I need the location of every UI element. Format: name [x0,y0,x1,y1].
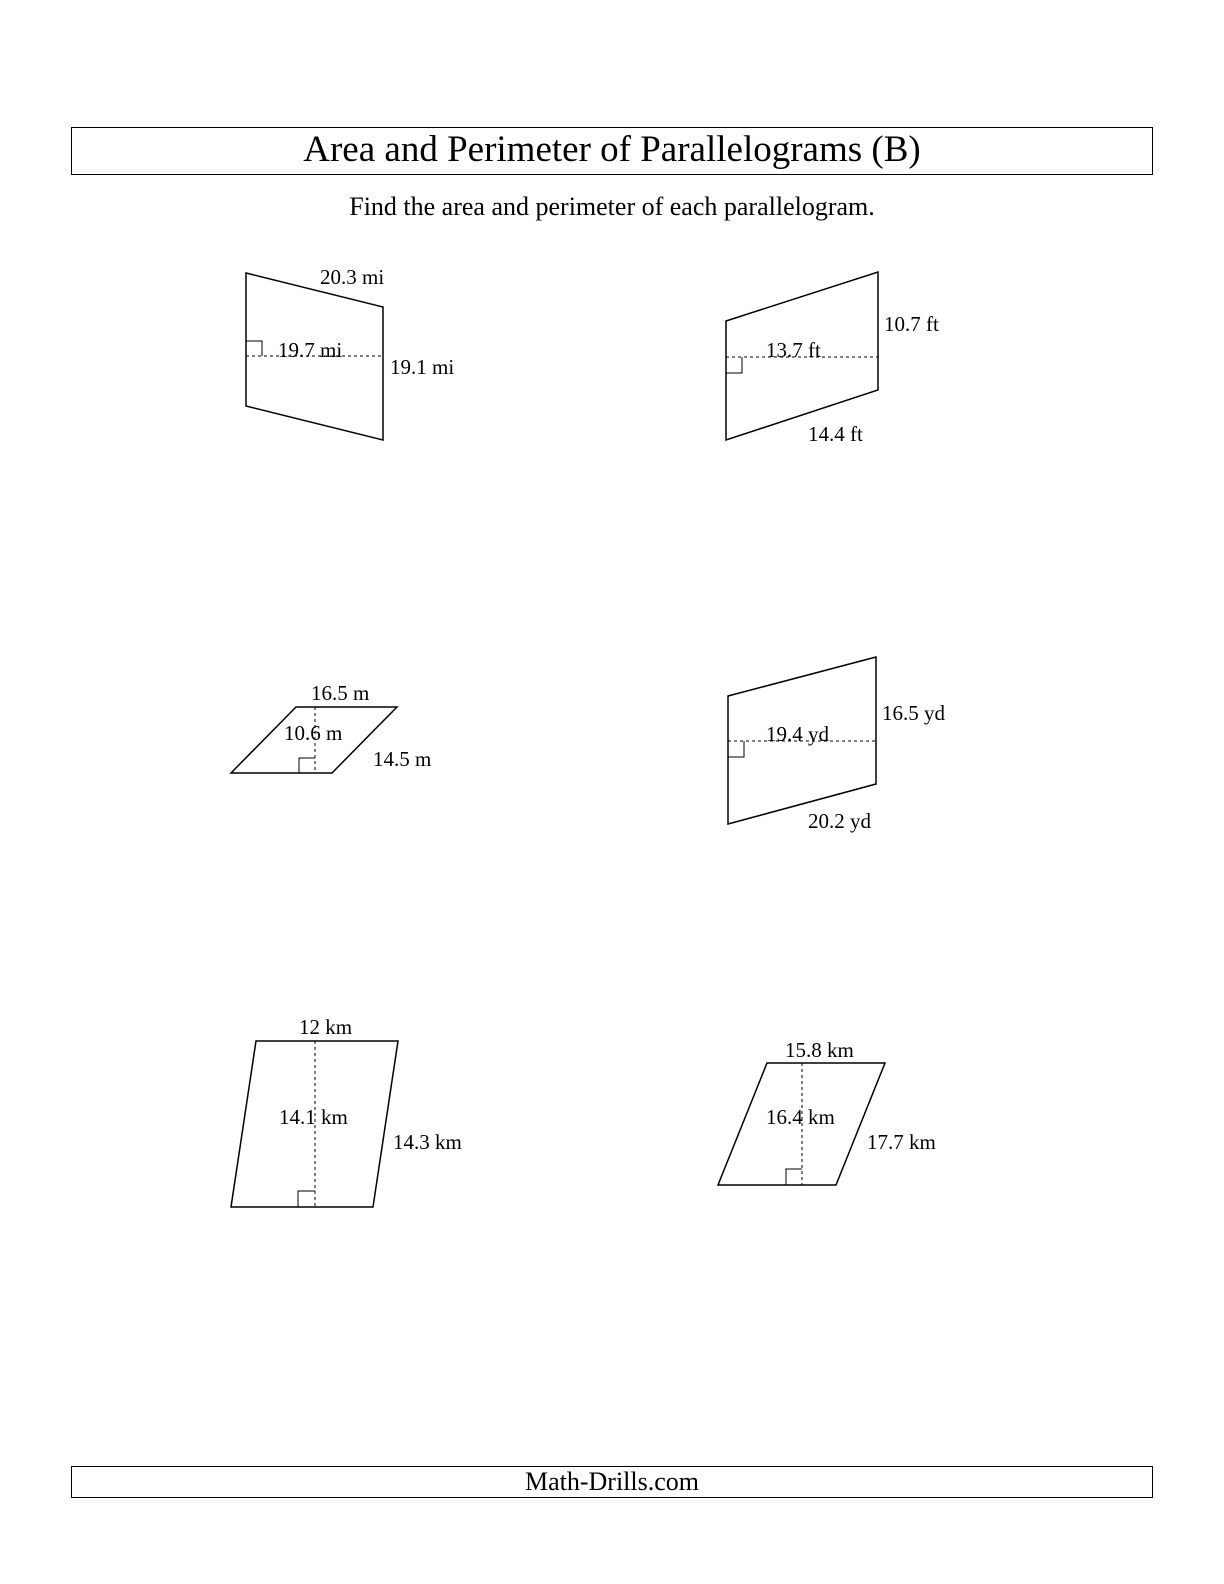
parallelogram-6-right-angle-marker [786,1169,802,1185]
parallelogram-4-height-label: 19.4 yd [766,722,829,746]
parallelogram-4-right-angle-marker [728,741,744,757]
parallelogram-2-height-label: 13.7 ft [766,338,821,362]
parallelogram-1 [246,265,454,440]
parallelogram-6-height-label: 16.4 km [766,1105,835,1129]
parallelogram-3-height-label: 10.6 m [284,721,343,745]
parallelogram-1-height-label: 19.7 mi [278,338,343,362]
parallelogram-6-side-label: 17.7 km [867,1130,936,1154]
parallelogram-4-side-label: 16.5 yd [882,701,945,725]
parallelogram-4 [728,657,946,833]
instructions-text: Find the area and perimeter of each parallelogram. [349,192,875,221]
parallelogram-5-side-label: 14.3 km [393,1130,462,1154]
parallelogram-6 [718,1038,936,1185]
parallelogram-3 [231,681,431,773]
parallelogram-3-side-label: 14.5 m [373,747,432,771]
parallelogram-3-base-label: 16.5 m [311,681,370,705]
parallelogram-2-right-angle-marker [726,357,742,373]
parallelogram-5-base-label: 12 km [299,1015,353,1039]
parallelogram-3-right-angle-marker [299,758,315,773]
parallelogram-5-height-label: 14.1 km [279,1105,348,1129]
parallelogram-5-right-angle-marker [298,1191,315,1207]
parallelogram-1-side-label: 19.1 mi [390,355,455,379]
parallelogram-2-base-label: 14.4 ft [808,422,863,446]
parallelogram-2-side-label: 10.7 ft [884,312,939,336]
parallelogram-1-base-label: 20.3 mi [320,265,385,289]
parallelogram-2 [726,272,939,446]
parallelogram-5 [231,1015,462,1207]
parallelogram-1-right-angle-marker [246,341,262,356]
parallelogram-4-base-label: 20.2 yd [808,809,871,833]
parallelogram-6-base-label: 15.8 km [785,1038,854,1062]
footer-site-link[interactable]: Math-Drills.com [71,1466,1153,1498]
worksheet-title: Area and Perimeter of Parallelograms (B) [71,127,1153,175]
